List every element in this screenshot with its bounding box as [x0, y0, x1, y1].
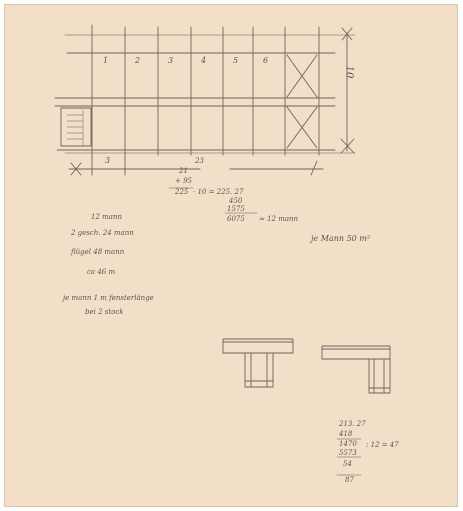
addend: 23	[195, 157, 204, 165]
bottom-calc-result: : 12 = 47	[366, 441, 399, 449]
drawing-sheet	[4, 4, 458, 507]
bottom-calc-row: 5573	[339, 449, 357, 457]
bottom-calc-row: 418	[339, 430, 353, 438]
height-dimension-line	[341, 28, 354, 153]
bay-number: 1	[103, 56, 109, 65]
product-note: ≈ 12 mann	[259, 215, 299, 223]
note-line: 2 gesch. 24 mann	[71, 229, 134, 237]
bay-number: 4	[201, 56, 207, 65]
formula: · 10 = 225. 27	[193, 188, 244, 196]
width-dimension-label: 3	[105, 156, 111, 165]
addend: 21	[179, 167, 188, 175]
sum-value: 225	[175, 188, 189, 196]
mult-row: 1575	[227, 205, 245, 213]
bay-number: 2	[135, 56, 141, 65]
bottom-calc-row: 54	[343, 460, 352, 468]
note-line: 12 mann	[91, 213, 122, 221]
addend: + 95	[175, 177, 192, 185]
note-line: flügel 48 mann	[71, 248, 125, 256]
bottom-calc-row: 213. 27	[339, 420, 366, 428]
height-dimension-label: 10	[343, 65, 355, 79]
per-area-note: je Mann 50 m²	[311, 234, 371, 243]
section-sketch-l-beam	[322, 346, 390, 393]
section-sketch-t-beam	[223, 339, 293, 387]
bay-number: 6	[263, 56, 269, 65]
bay-number: 5	[233, 56, 239, 65]
note-line: bei 2 stock	[85, 308, 124, 316]
bottom-calc-row: 1470	[339, 440, 357, 448]
product-value: 6075	[227, 215, 245, 223]
mult-row: 450	[229, 197, 243, 205]
pencil-sketch	[5, 5, 459, 508]
note-line: ca 46 m	[87, 268, 116, 276]
note-line: je mann 1 m fensterlänge	[63, 294, 154, 302]
bay-number: 3	[168, 56, 174, 65]
floor-plan-grid	[55, 25, 355, 155]
bottom-calc-row: 87	[345, 476, 354, 484]
